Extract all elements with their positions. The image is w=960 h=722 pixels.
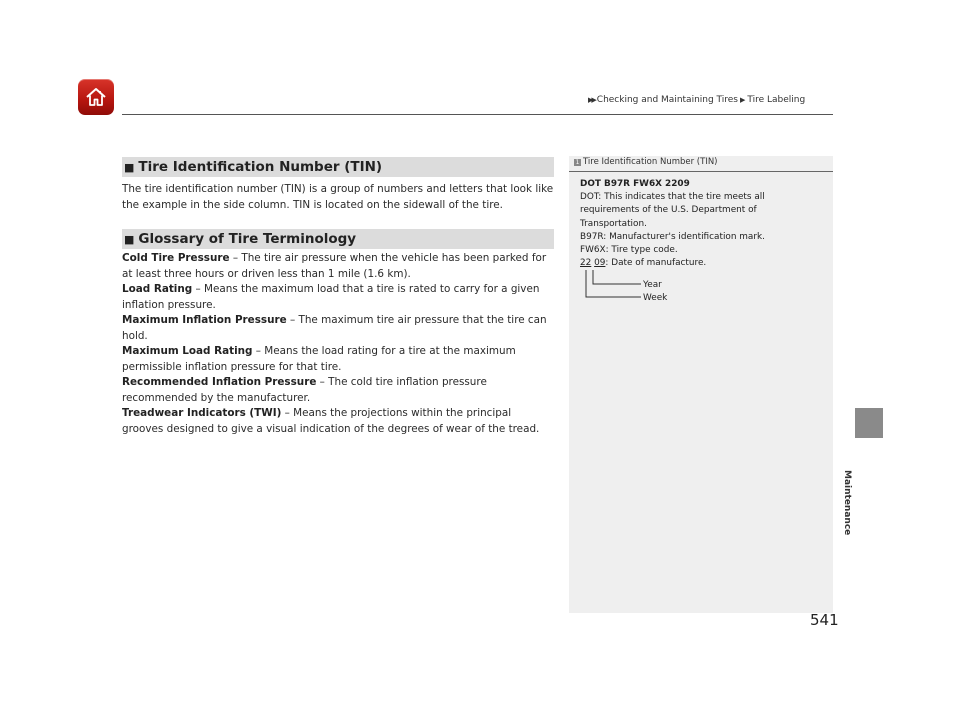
glossary-entry (122, 406, 554, 437)
glossary-entry (122, 251, 554, 282)
glossary-entry (122, 375, 554, 406)
date-week-digits: 22 (580, 258, 592, 269)
section-heading-tin (122, 157, 554, 177)
chapter-tab-marker (855, 408, 883, 438)
breadcrumb-arrow-icon: ▶▶ (588, 96, 595, 104)
side-column-title-text: Tire Identification Number (TIN) (583, 157, 718, 167)
page-number: 541 (810, 611, 839, 629)
callout-label-year: Year (643, 280, 662, 290)
tin-b97r-explanation: B97R: Manufacturer's identification mark. (580, 231, 765, 242)
date-callout-lines (585, 270, 645, 302)
glossary-entry (122, 344, 554, 375)
home-button[interactable] (78, 79, 114, 115)
header-divider (122, 114, 833, 115)
glossary-entry (122, 282, 554, 313)
glossary-definition: – Means the load rating for a tire at the maximum permissible inflation pressure for that tire. (122, 345, 516, 373)
glossary-term: Maximum Inflation Pressure (122, 314, 287, 326)
glossary-definition: – The cold tire inflation pressure recommended by the manufacturer. (122, 376, 487, 404)
glossary-list (122, 251, 554, 437)
breadcrumb-item-tire-labeling[interactable]: Tire Labeling (747, 95, 806, 105)
date-explanation-text: : Date of manufacture. (605, 258, 707, 269)
tin-example-code: DOT B97R FW6X 2209 (580, 179, 690, 189)
glossary-entry (122, 313, 554, 344)
glossary-definition: – Means the projections within the principal grooves designed to give a visual indication of the degrees of wear of the tread. (122, 407, 540, 435)
glossary-term: Treadwear Indicators (TWI) (122, 407, 282, 419)
tin-example-text (580, 178, 825, 270)
tin-dot-explanation: DOT: This indicates that the tire meets all requirements of the U.S. Department of Transportation. (580, 192, 765, 229)
breadcrumb-item-checking-tires[interactable]: Checking and Maintaining Tires (596, 95, 738, 105)
section-heading-glossary (122, 229, 554, 249)
chapter-tab-label[interactable]: Maintenance (842, 470, 852, 536)
section-heading-glossary-text: Glossary of Tire Terminology (138, 231, 357, 247)
glossary-definition: – The maximum tire air pressure that the tire can hold. (122, 314, 547, 342)
callout-label-week: Week (643, 293, 668, 303)
glossary-term: Maximum Load Rating (122, 345, 253, 357)
glossary-term: Load Rating (122, 283, 193, 295)
tin-fw6x-explanation: FW6X: Tire type code. (580, 245, 678, 256)
tin-date-explanation (580, 257, 825, 270)
home-icon (84, 85, 108, 109)
breadcrumb-arrow-icon: ▶ (740, 96, 746, 104)
date-year-digits: 09 (594, 258, 606, 269)
reference-marker-icon: 1 (575, 158, 580, 166)
square-bullet-icon: ■ (124, 232, 135, 246)
tin-description: The tire identification number (TIN) is a group of numbers and letters that look like the example in the side column. TIN is located on the sidewall of the tire. (122, 183, 554, 211)
side-column-title[interactable] (574, 157, 718, 167)
breadcrumb (588, 95, 805, 105)
side-column-divider (569, 171, 833, 172)
glossary-definition: – The tire air pressure when the vehicle has been parked for at least three hours or driven less than 1 mile (1.6 km). (122, 252, 547, 280)
glossary-definition: – Means the maximum load that a tire is rated to carry for a given inflation pressure. (122, 283, 540, 311)
section-heading-tin-text: Tire Identification Number (TIN) (138, 159, 383, 175)
square-bullet-icon: ■ (124, 160, 135, 174)
glossary-term: Recommended Inflation Pressure (122, 376, 317, 388)
glossary-term: Cold Tire Pressure (122, 252, 230, 264)
